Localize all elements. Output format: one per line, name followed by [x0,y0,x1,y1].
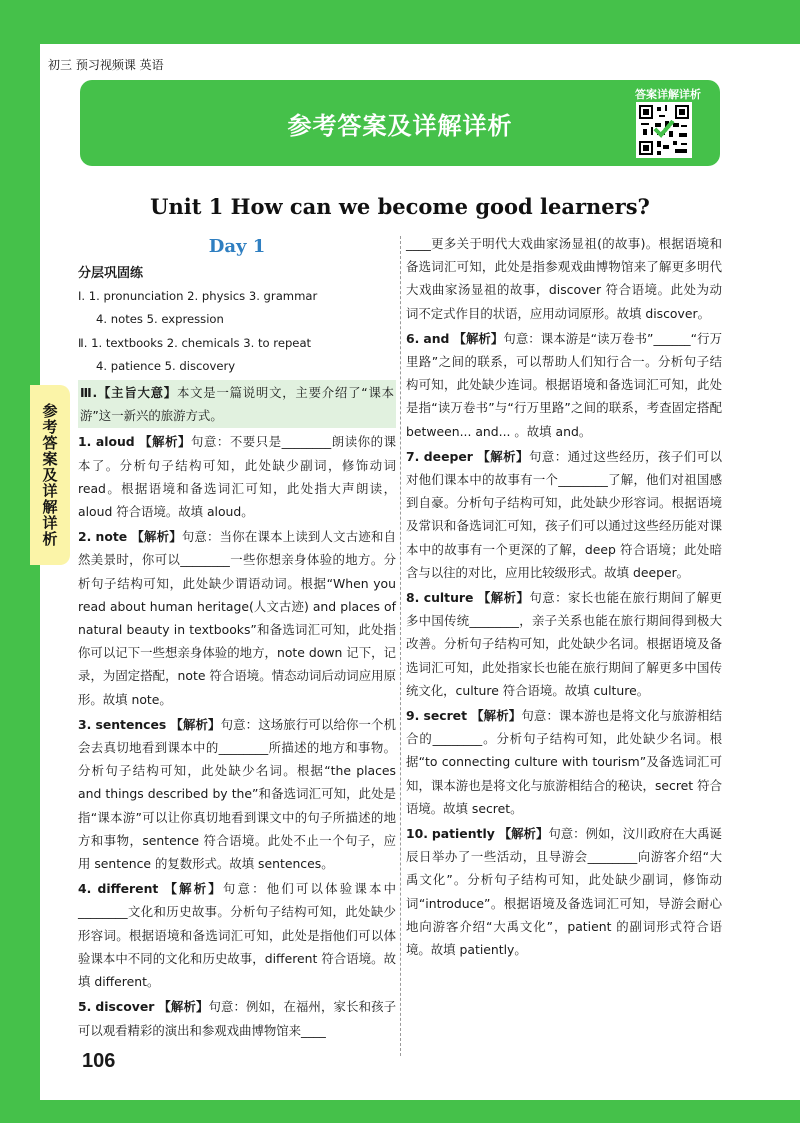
item-explanation: 句意：这场旅行可以给你一个机会去真切地看到课本中的________所描述的地方和事物。分析句子结构可知，此处缺少名词。根据“the places and things described by the”和备选词汇可知，此处是指“课本游”可以让你真切地看到课文中的句子所描述的地方和事物，sentence 符合语境。此处不止一个句子，应用 sentence 的复数形式。故填 sentences。 [78,716,396,872]
explain-label: 【解析】 [453,330,504,346]
item-number: 1. [78,434,92,450]
item-number: 6. [406,330,420,346]
column-divider [400,236,401,1056]
answer-item [78,995,396,1041]
right-column [406,232,722,961]
day-heading: Day 1 [208,236,266,257]
title-banner [80,80,720,166]
item-answer: secret [423,708,468,724]
item-explanation: 句意：课本游也是将文化与旅游相结合的________。分析句子结构可知，此处缺少名词。根据“to connecting culture with tourism”及备选词汇可知，课本游也是将文化与旅游相结合的秘诀，secret 符合语境。故填 secret。 [406,708,723,816]
main-idea-box [78,380,396,428]
bottom-green-border [0,1100,800,1123]
item-explanation: 句意：课本游是“读万卷书”______“行万里路”之间的联系，可以帮助人们知行合一。分析句子结构可知，此处缺少连词。根据语境和备选词汇可知，此处是指“读万卷书”与“行万里路”之间的联系，考查固定搭配 between... and... 。故填 and。 [406,330,722,439]
answer-row-2b: 4. patience 5. discovery [96,358,236,373]
item-number: 5. [78,999,92,1015]
side-tab-label: 参考答案及详解详析 [40,403,59,547]
section-title: 分层巩固练 [78,266,144,281]
item-explanation: 句意：他们可以体验课本中________文化和历史故事。分析句子结构可知，此处缺少形容词。根据语境和备选词汇可知，此处是指他们可以体验课本中不同的文化和历史故事，different 符合语境。故填 different。 [78,881,396,990]
explain-label: 【解析】 [139,434,191,450]
explain-label: 【解析】 [477,448,529,464]
left-column [78,232,396,1042]
explain-label: 【解析】 [170,716,221,732]
item-number: 8. [406,590,420,606]
item-answer: patiently [431,826,495,842]
item-answer: different [97,881,159,897]
answer-item [406,327,722,443]
explain-label: 【解析】 [471,708,522,724]
item-explanation: 句意：例如，在福州，家长和孩子可以观看精彩的演出和参观戏曲博物馆来____ [78,999,396,1038]
answer-item [78,877,396,993]
item-number: 7. [406,448,420,464]
answer-item [406,704,722,820]
answer-item [406,586,722,702]
item-answer: deeper [423,448,473,464]
running-header: 初三 预习视频课 英语 [48,58,164,72]
item-answer: aloud [95,434,135,450]
side-section-tab [30,385,70,565]
top-green-border [0,0,800,44]
answer-row-2a: Ⅱ. 1. textbooks 2. chemicals 3. to repeat [78,335,312,350]
explain-label: 【解析】 [498,826,549,842]
item-explanation: 句意：家长也能在旅行期间了解更多中国传统________，亲子关系也能在旅行期间得到极大改善。分析句子结构可知，此处缺少名词。根据语境及备选词汇可知，此处指家长也能在旅行期间了解更多中国传统文化，culture 符合语境。故填 culture。 [406,590,722,698]
item-number: 2. [78,529,92,545]
item-answer: sentences [95,716,167,732]
explain-label: 【解析】 [477,590,530,606]
answer-item [406,445,722,584]
main-idea-tag: Ⅲ.【主旨大意】 [80,385,177,401]
item-explanation: 句意：通过这些经历，孩子们可以对他们课本中的故事有一个________了解，他们对祖国感到自豪。分析句子结构可知，此处缺少形容词。根据语境及常识和备选词汇可知，孩子们可以通过这些经历能对课本中的故事有一个更深的了解，deep 符合语境；此处暗含与以往的对比，应用比较级形式。故填 deeper。 [406,448,722,580]
item-answer: note [95,529,128,545]
explain-label: 【解析】 [158,999,209,1015]
answer-item [78,430,396,523]
item-answer: culture [423,590,474,606]
answer-item [78,713,396,875]
page-number: 106 [82,1050,116,1072]
item-number: 3. [78,716,92,732]
item-answer: and [423,330,450,346]
banner-title: 参考答案及详解详析 [287,112,513,140]
item-number: 9. [406,708,420,724]
answer-item [406,822,722,961]
unit-title: Unit 1 How can we become good learners? [150,194,650,219]
item-answer: discover [95,999,155,1015]
qr-code-icon[interactable] [636,102,692,158]
item-continuation: ____更多关于明代大戏曲家汤显祖(的故事)。根据语境和备选词汇可知，此处是指参观戏曲博物馆来了解更多明代大戏曲家汤显祖的故事，discover 符合语境。此处为动词不定式作目的状语，应用动词原形。故填 discover。 [406,236,722,321]
item-explanation: 句意：例如，汶川政府在大禹诞辰日举办了一些活动，且导游会________向游客介绍“大禹文化”。分析句子结构可知，此处缺少副词，修饰动词“introduce”。根据语境及备选词汇可知，导游会耐心地向游客介绍“大禹文化”，patient 的副词形式符合语境。故填 patiently。 [406,826,722,958]
explain-label: 【解析】 [164,881,223,897]
main-idea-text: 本文是一篇说明文，主要介绍了“课本游”这一新兴的旅游方式。 [80,385,394,424]
answer-row-1a: Ⅰ. 1. pronunciation 2. physics 3. grammar [78,289,318,304]
item-explanation: 句意：不要只是________朗读你的课本了。分析句子结构可知，此处缺少副词，修饰动词 read。根据语境和备选词汇可知，此处指大声朗读，aloud 符合语境。故填 aloud。 [78,434,396,520]
item-explanation: 句意：当你在课本上读到人文古迹和自然美景时，你可以________一些你想亲身体验的地方。分析句子结构可知，此处缺少谓语动词。根据“When you read about human heritage(人文古迹) and places of natural beauty in textbooks”和备选词汇可知，此处指你可以记下一些想亲身体验的地方，note down 记下，记录，为固定搭配，note 符合语境。情态动词后动词应用原形。故填 note。 [78,529,396,707]
qr-caption: 答案详解详析 [635,88,701,101]
answer-row-1b: 4. notes 5. expression [96,312,224,327]
explain-label: 【解析】 [131,529,182,545]
item-number: 4. [78,881,92,897]
answer-item [78,525,396,711]
item-number: 10. [406,826,428,842]
